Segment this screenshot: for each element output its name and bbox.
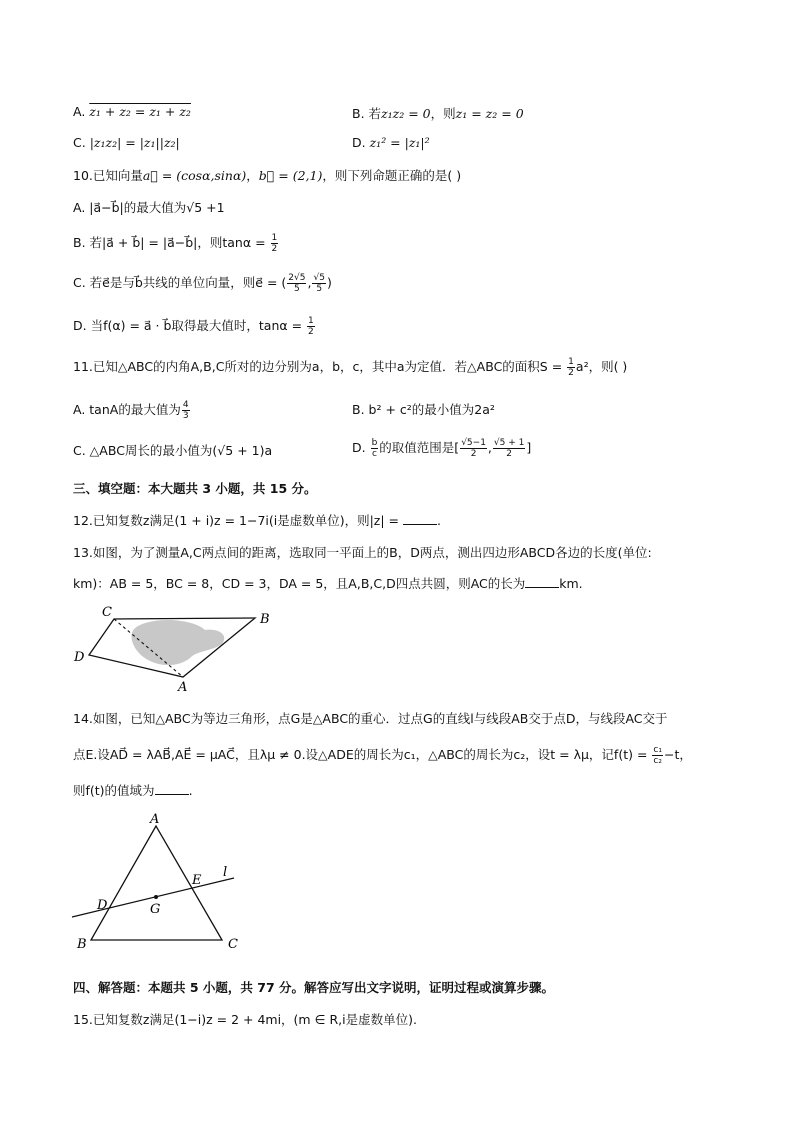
label-b: B bbox=[77, 937, 87, 952]
lake-shape bbox=[132, 620, 225, 665]
q14-line-3: 则f(t)的值域为 . bbox=[73, 783, 193, 798]
label-a: A bbox=[150, 812, 160, 827]
q9-option-b: B. 若z₁z₂ = 0，则z₁ = z₂ = 0 bbox=[352, 106, 524, 121]
label-d: D bbox=[97, 898, 108, 913]
q12-text: 12.已知复数z满足(1 + i)z = 1−7i(i是虚数单位)，则|z| = . bbox=[73, 513, 441, 528]
q11-stem: 11.已知△ABC的内角A,B,C所对的边分别为a，b，c，其中a为定值．若△ABC的面积S = $\frac{1}{2}$ a²，则( ) bbox=[73, 357, 628, 378]
q11-option-c: C. △ABC周长的最小值为(√5 + 1)a bbox=[73, 443, 273, 458]
q13-answer-blank[interactable] bbox=[525, 575, 559, 588]
q13-line-1: 13.如图，为了测量A,C两点间的距离，选取同一平面上的B，D两点，测出四边形ABCD各边的长度(单位: bbox=[73, 545, 652, 560]
q10-option-c: C. 若e⃗是与b⃗共线的单位向量，则e⃗ = ( $\frac{2√5}{5}$ , $\frac{√5}{5}$ ) bbox=[73, 273, 332, 294]
q9-option-d: D. z₁² = |z₁|² bbox=[352, 135, 430, 150]
q11-option-d: D. $\frac{b}{c}$ 的取值范围是[ $\frac{√5-1}{2}$ , $\frac{√5 + 1}{2}$ ] bbox=[352, 438, 532, 459]
q14-triangle-figure bbox=[68, 810, 248, 955]
q11-option-b: B. b² + c²的最小值为2a² bbox=[352, 402, 495, 417]
q9-option-c: C. |z₁z₂| = |z₁||z₂| bbox=[73, 135, 180, 150]
q14-line-1: 14.如图，已知△ABC为等边三角形，点G是△ABC的重心．过点G的直线l与线段AB交于点D，与线段AC交于 bbox=[73, 711, 668, 726]
q9-option-a: A. z₁ + z₂ = z₁ + z₂ bbox=[73, 104, 191, 119]
q10-stem: 10.已知向量a⃗ = (cosα,sinα)，b⃗ = (2,1)，则下列命题正确的是( ) bbox=[73, 168, 462, 183]
q12-answer-blank[interactable] bbox=[403, 512, 437, 525]
label-b: B bbox=[260, 612, 270, 627]
label-g: G bbox=[150, 902, 161, 917]
q9-option-a-expr: z₁ + z₂ = z₁ + z₂ bbox=[89, 104, 191, 119]
label-e: E bbox=[192, 873, 202, 888]
section-3-heading: 三、填空题：本大题共 3 小题，共 15 分。 bbox=[73, 481, 317, 496]
q11-option-a: A. tanA的最大值为 $\frac{4}{3}$ bbox=[73, 400, 189, 421]
q10-option-a: A. |a⃗−b⃗|的最大值为√5 +1 bbox=[73, 200, 225, 215]
q13-line-2: km)：AB = 5，BC = 8，CD = 3，DA = 5，且A,B,C,D四点共圆，则AC的长为 km. bbox=[73, 576, 583, 591]
label-c: C bbox=[228, 937, 238, 952]
q14-answer-blank[interactable] bbox=[155, 782, 189, 795]
section-4-heading: 四、解答题：本题共 5 小题，共 77 分。解答应写出文字说明，证明过程或演算步骤。 bbox=[73, 980, 555, 995]
label-c: C bbox=[102, 605, 112, 620]
q10-option-d: D. 当f(α) = a⃗ · b⃗取得最大值时，tanα = $\frac{1}{2}$ bbox=[73, 316, 314, 337]
q10-option-b: B. 若|a⃗ + b⃗| = |a⃗−b⃗|，则tanα = $\frac{1}{2}$ bbox=[73, 233, 278, 254]
centroid-g bbox=[154, 895, 158, 899]
q13-quadrilateral-figure bbox=[70, 600, 290, 695]
q14-line-2: 点E.设AD⃗ = λAB⃗,AE⃗ = μAC⃗，且λμ ≠ 0.设△ADE的周长为c₁，△ABC的周长为c₂，设t = λμ，记f(t) = $\frac{\text{c₁}}{\text{c₂}}$ −t， bbox=[73, 745, 692, 766]
triangle-abc bbox=[91, 826, 222, 940]
q15-text: 15.已知复数z满足(1−i)z = 2 + 4mi，(m ∈ R,i是虚数单位). bbox=[73, 1012, 417, 1027]
label-l: l bbox=[223, 865, 228, 880]
label-d: D bbox=[74, 650, 85, 665]
label-a: A bbox=[178, 680, 188, 695]
